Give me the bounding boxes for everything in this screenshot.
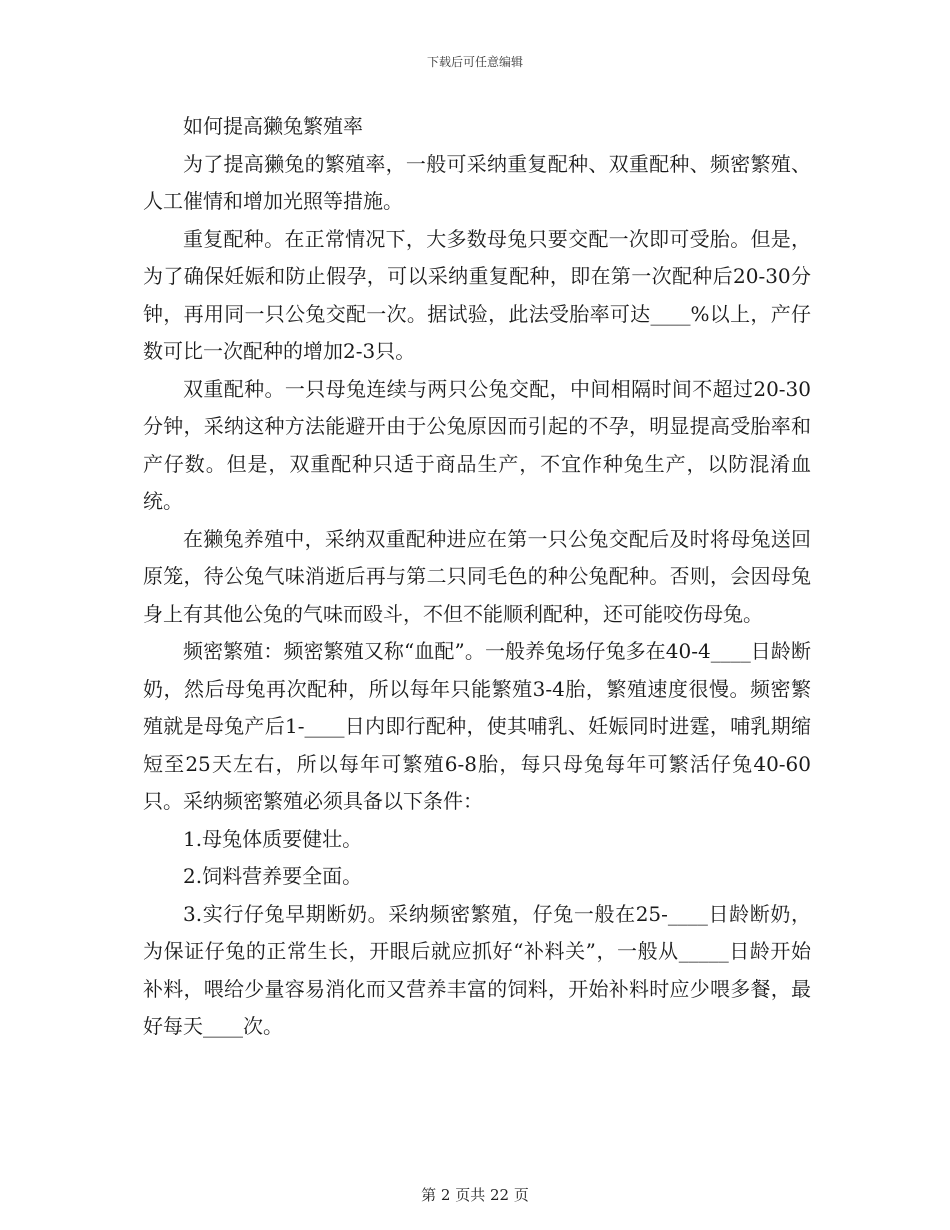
- document-body: [143, 108, 811, 1046]
- list-item-condition-3: 3.实行仔兔早期断奶。采纳频密繁殖，仔兔一般在25-____日龄断奶，为保证仔兔的正常生长，开眼后就应抓好“补料关”，一般从_____日龄开始补料，喂给少量容易消化而又营养丰富的饲料，开始补料时应少喂多餐，最好每天____次。: [143, 901, 811, 1038]
- paragraph-intensive-breeding: 频密繁殖：频密繁殖又称“血配”。一般养兔场仔兔多在40-4____日龄断奶，然后母兔再次配种，所以每年只能繁殖3-4胎，繁殖速度很慢。频密繁殖就是母兔产后1-____日内即行配种，使其哺乳、妊娠同时进霆，哺乳期缩短至25天左右，所以每年可繁殖6-8胎，每只母兔每年可繁活仔兔40-60只。采纳频密繁殖必须具备以下条件：: [143, 639, 811, 813]
- list-item-condition-2: 2.饲料营养要全面。: [183, 864, 363, 888]
- page-footer: 第 2 页共 22 页: [421, 1186, 529, 1204]
- paragraph-intro: 为了提高獭兔的繁殖率，一般可采纳重复配种、双重配种、频密繁殖、人工催情和增加光照等措施。: [143, 151, 811, 213]
- paragraph-repeat-mating: 重复配种。在正常情况下，大多数母兔只要交配一次即可受胎。但是，为了确保妊娠和防止假孕，可以采纳重复配种，即在第一次配种后20-30分钟，再用同一只公兔交配一次。据试验，此法受胎率可达____%以上，产仔数可比一次配种的增加2-3只。: [143, 226, 811, 363]
- document-title: 如何提高獭兔繁殖率: [183, 114, 363, 138]
- paragraph-double-mating: 双重配种。一只母兔连续与两只公兔交配，中间相隔时间不超过20-30分钟，采纳这种方法能避开由于公兔原因而引起的不孕，明显提高受胎率和产仔数。但是，双重配种只适于商品生产，不宜作种兔生产，以防混淆血统。: [143, 376, 811, 513]
- paragraph-double-mating-practice: 在獭兔养殖中，采纳双重配种进应在第一只公兔交配后及时将母兔送回原笼，待公兔气味消逝后再与第二只同毛色的种公兔配种。否则，会因母兔身上有其他公兔的气味而殴斗，不但不能顺利配种，还可能咬伤母兔。: [143, 526, 811, 626]
- page-header: 下载后可任意编辑: [426, 55, 523, 69]
- list-item-condition-1: 1.母兔体质要健壮。: [183, 826, 363, 851]
